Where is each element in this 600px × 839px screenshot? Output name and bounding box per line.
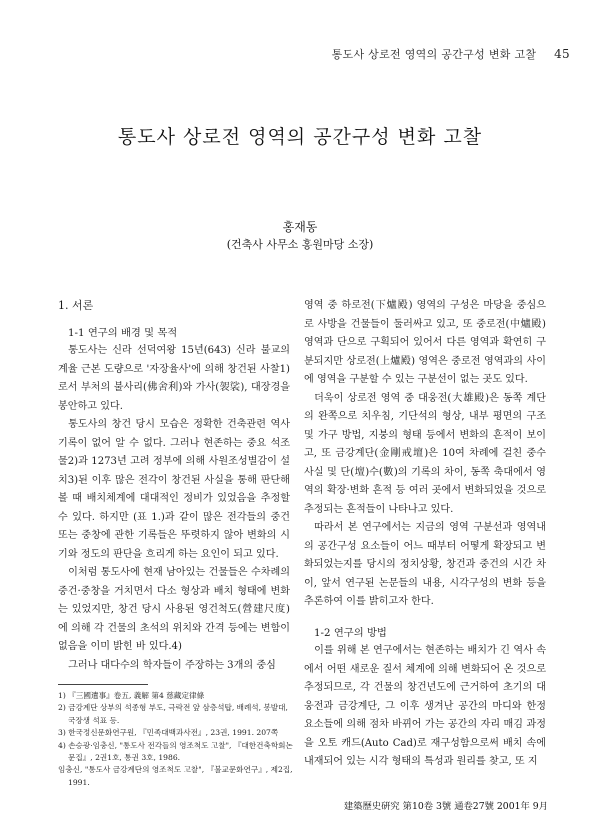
body-paragraph: 통도사는 신라 선덕여왕 15년(643) 신라 불교의 계율 근본 도량으로 '자장율사'에 의해 창건된 사찰1)로서 부처의 불사리(佛舍利)와 가사(袈裟), 대장경을 봉안하고 있다. [58, 345, 290, 412]
right-column [304, 297, 546, 772]
footnote: 3) 한국정신문화연구원, 『민족대백과사전』, 23권, 1991. 207쪽 [58, 728, 279, 738]
subsection-heading-method: 1-2 연구의 방법 [314, 626, 387, 639]
body-paragraph: 통도사의 창건 당시 모습은 정확한 건축관련 역사 기록이 없어 알 수 없다. 그러나 현존하는 중요 석조물2)과 1273년 고려 정부에 의해 사원조성별감이 설치3)된 이후 많은 전각이 창건된 사실을 통해 판단해 볼 때 배치체계에 대대적인 정비가 있었음을 추정할 수 있다. 하지만 (표 1.)과 같이 많은 전각들의 중건 또는 중창에 관한 기록들은 뚜렷하지 않아 변화의 시기와 정도의 판단을 흐리게 하는 요인이 되고 있다. [58, 419, 290, 560]
author-name: 홍재동 [282, 220, 318, 234]
body-paragraph: 더욱이 상로전 영역 중 대웅전(大雄殿)은 동쪽 계단의 완쪽으로 치우침, 기단석의 형상, 내부 평면의 구조 및 가구 방법, 지붕의 형태 등에서 변화의 흔적이 보이고, 또 금강계단(金剛戒壇)은 10여 차례에 걸친 중수 사실 및 단(壇)수(數)의 기록의 차이, 동쪽 축대에서 영역의 확장·변화 흔적 등 여러 곳에서 변화되었을 것으로 추정되는 흔적들이 나타나고 있다. [304, 392, 546, 515]
footnote: 임충신, "통도사 금강계단의 영조척도 고찰", 『불교문화연구』, 제2집, 1991. [58, 765, 293, 787]
author-affiliation: (건축사 사무소 홍원마당 소장) [226, 238, 374, 251]
section-heading-introduction: 1. 서론 [58, 299, 94, 312]
page-number: 45 [554, 47, 570, 61]
footnote: 4) 손승광·임충신, "통도사 전각들의 영조척도 고찰", 『대한건축학회논문집』, 2권1호, 통권 3호, 1986. [58, 740, 293, 763]
body-paragraph: 영역 중 하로전(下爐殿) 영역의 구성은 마당을 중심으로 사방을 건물들이 둘러싸고 있고, 또 중로전(中爐殿) 영역과 단으로 구획되어 있어서 다른 영역과 확연히 구분되지만 상로전(上爐殿) 영역은 중로전 영역과의 사이에 영역을 구분할 수 있는 구분선이 없는 곳도 있다. [304, 300, 546, 385]
body-paragraph: 이처럼 통도사에 현재 남아있는 건물들은 수차례의 중건·중창을 거치면서 다소 형상과 배치 형태에 변화는 있었지만, 창건 당시 사용된 영건척도(營建尺度)에 의해 각 건물의 초석의 위치와 간격 등에는 변함이 없음을 이미 밝힌 바 있다.4) [58, 567, 290, 652]
journal-footer: 建築歷史硏究 第10卷 3號 通卷27號 2001年 9月 [343, 801, 548, 812]
running-header [332, 46, 570, 62]
body-paragraph: 이를 위해 본 연구에서는 현존하는 배치가 긴 역사 속에서 어떤 새로운 질서 체계에 의해 변화되어 온 것으로 추정되므로, 각 건물의 창건년도에 근거하여 초기의 대웅전과 금강계단, 그 이후 생겨난 공간의 마디와 한정 요소들에 의해 점차 바뀌어 가는 공간의 자리 매김 과정을 오토 캐드(Auto Cad)로 재구성함으로써 배치 속에 내재되어 있는 시각 형태의 특성과 원리를 찾고, 또 지 [304, 645, 546, 767]
footnotes [58, 690, 293, 789]
footnote: 2) 금강계단 상부의 석종형 부도, 극락전 앞 삼층석탑, 배례석, 봉발대, 국장생 석표 등. [58, 703, 288, 725]
paper-title: 통도사 상로전 영역의 공간구성 변화 고찰 [117, 126, 483, 148]
footnote-divider [58, 684, 148, 685]
body-paragraph: 그러나 대다수의 학자들이 주장하는 3개의 중심 [68, 659, 276, 671]
subsection-heading-background: 1-1 연구의 배경 및 목적 [68, 326, 178, 339]
footnote: 1) 『三國遺事』卷五, 義解 第4 慈藏定律條 [58, 691, 205, 700]
running-title: 통도사 상로전 영역의 공간구성 변화 고찰 [331, 48, 537, 61]
body-paragraph: 따라서 본 연구에서는 지금의 영역 구분선과 영역내의 공간구성 요소들이 어느 때부터 어떻게 확장되고 변화되었는지를 당시의 정치상황, 창건과 중건의 시간 차이, 앞서 연구된 논문들의 내용, 시각구성의 변화 등을 추론하여 이를 밝히고자 한다. [304, 522, 546, 607]
left-column [58, 297, 290, 675]
